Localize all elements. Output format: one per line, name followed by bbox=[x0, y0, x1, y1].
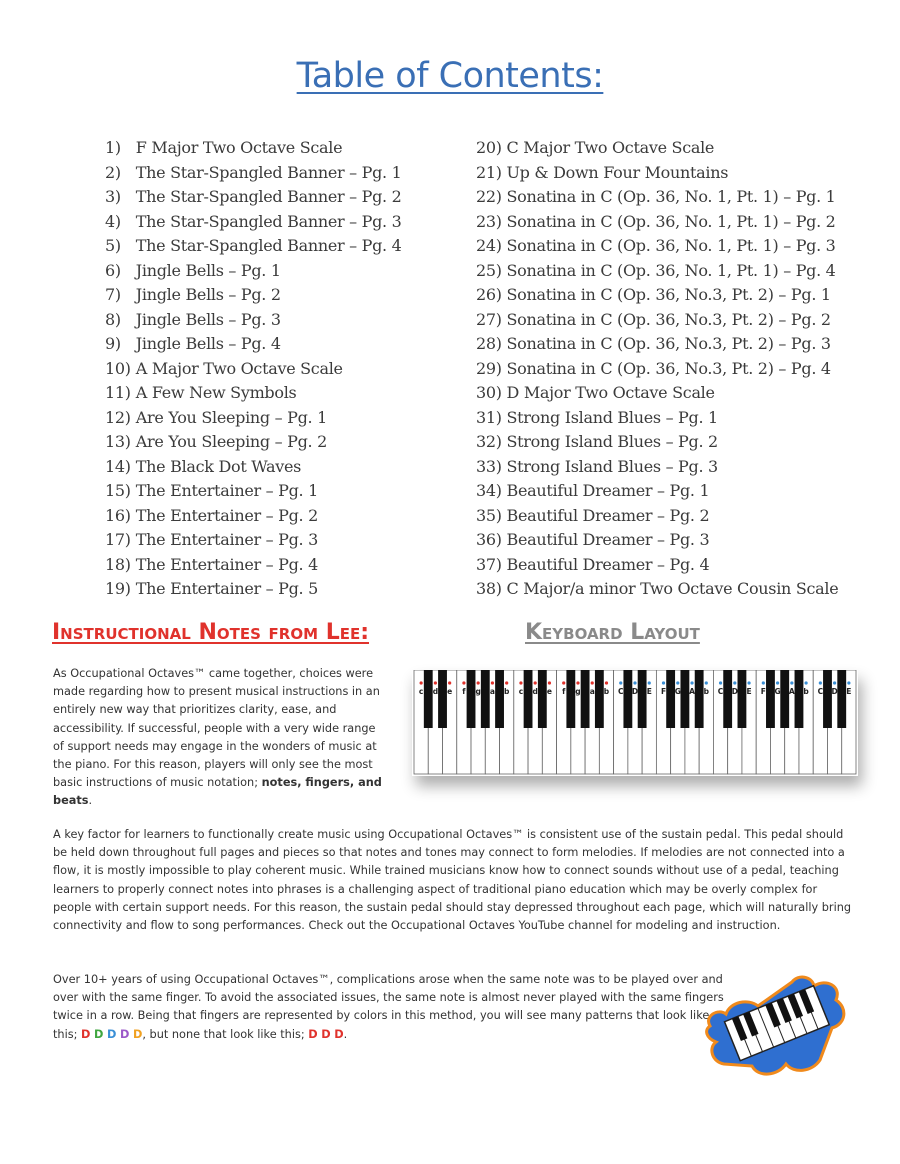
toc-entry-title: The Entertainer – Pg. 4 bbox=[135, 554, 318, 574]
toc-entry bbox=[476, 455, 876, 480]
key-label: c bbox=[418, 687, 424, 696]
finger-color-letter: D bbox=[321, 1027, 331, 1041]
black-key bbox=[638, 670, 647, 728]
black-key bbox=[481, 670, 490, 728]
finger-color-letter: D bbox=[106, 1027, 117, 1041]
toc-entry-number: 8) bbox=[105, 309, 121, 329]
toc-entry bbox=[105, 553, 475, 578]
black-key bbox=[538, 670, 547, 728]
black-key bbox=[595, 670, 604, 728]
toc-entry bbox=[105, 136, 475, 161]
toc-entry-title: The Star-Spangled Banner – Pg. 4 bbox=[135, 236, 402, 255]
toc-entry-number: 6) bbox=[105, 260, 121, 280]
keyboard-layout-figure bbox=[412, 670, 858, 776]
key-label: a bbox=[489, 687, 495, 696]
toc-entry bbox=[476, 185, 876, 210]
black-key bbox=[795, 670, 804, 728]
toc-entry-title: The Star-Spangled Banner – Pg. 1 bbox=[135, 162, 402, 182]
toc-entry-title: Strong Island Blues – Pg. 3 bbox=[506, 456, 718, 476]
toc-entry-number: 9) bbox=[105, 334, 121, 353]
key-label: f bbox=[562, 687, 566, 696]
toc-entry bbox=[105, 528, 475, 553]
toc-entry-title: The Star-Spangled Banner – Pg. 3 bbox=[135, 211, 402, 231]
toc-entry-title: C Major Two Octave Scale bbox=[506, 138, 715, 157]
toc-entry-number: 13) bbox=[105, 432, 131, 451]
toc-entry bbox=[476, 553, 876, 578]
toc-entry-number: 32) bbox=[476, 432, 502, 451]
toc-entry bbox=[476, 234, 876, 259]
key-label: F bbox=[660, 687, 667, 696]
toc-entry-title: F Major Two Octave Scale bbox=[135, 138, 343, 157]
toc-entry-title: A Major Two Octave Scale bbox=[135, 358, 343, 378]
key-label: b bbox=[503, 687, 510, 696]
bad-finger-pattern bbox=[308, 1028, 343, 1041]
toc-entry bbox=[476, 210, 876, 235]
toc-entry-title: Strong Island Blues – Pg. 1 bbox=[506, 407, 718, 427]
key-dot bbox=[605, 681, 608, 684]
black-key bbox=[566, 670, 575, 728]
toc-entry bbox=[476, 161, 876, 186]
black-key bbox=[823, 670, 832, 728]
key-dot bbox=[819, 681, 822, 684]
toc-entry-title: Strong Island Blues – Pg. 2 bbox=[506, 432, 718, 451]
intro-paragraph-bold: notes, fingers, and beats bbox=[53, 776, 382, 808]
black-key bbox=[467, 670, 476, 728]
toc-entry-title: Sonatina in C (Op. 36, No.3, Pt. 2) – Pg. 4 bbox=[506, 358, 831, 378]
toc-entry-number: 19) bbox=[105, 579, 131, 598]
key-label: D bbox=[831, 687, 838, 696]
toc-entry bbox=[105, 357, 475, 382]
toc-entry-title: Sonatina in C (Op. 36, No. 1, Pt. 1) – Pg. 1 bbox=[506, 187, 836, 206]
toc-entry bbox=[105, 406, 475, 431]
key-dot bbox=[619, 681, 622, 684]
toc-entry-number: 25) bbox=[476, 260, 502, 280]
toc-entry bbox=[105, 430, 475, 455]
black-key bbox=[738, 670, 747, 728]
toc-entry-number: 37) bbox=[476, 554, 502, 574]
toc-entry-title: Sonatina in C (Op. 36, No. 1, Pt. 1) – Pg. 2 bbox=[506, 211, 836, 231]
toc-entry-title: Sonatina in C (Op. 36, No.3, Pt. 2) – Pg. 2 bbox=[506, 309, 831, 329]
toc-entry-number: 4) bbox=[105, 211, 121, 231]
toc-entry-number: 12) bbox=[105, 407, 131, 427]
toc-entry bbox=[105, 185, 475, 210]
toc-entry-number: 18) bbox=[105, 554, 131, 574]
key-label: b bbox=[703, 687, 709, 696]
key-dot bbox=[505, 681, 508, 684]
toc-entry-title: Beautiful Dreamer – Pg. 2 bbox=[506, 505, 710, 525]
key-label: E bbox=[646, 687, 652, 696]
key-dot bbox=[648, 681, 651, 684]
key-label: d bbox=[532, 687, 538, 696]
page-title: Table of Contents: bbox=[296, 56, 604, 96]
toc-entry-number: 14) bbox=[105, 456, 131, 476]
key-label: g bbox=[575, 687, 581, 696]
toc-left-column bbox=[105, 136, 475, 602]
toc-entry-number: 15) bbox=[105, 481, 131, 500]
toc-entry bbox=[105, 283, 475, 308]
toc-entry bbox=[476, 430, 876, 455]
toc-entry-title: C Major/a minor Two Octave Cousin Scale bbox=[506, 579, 839, 598]
key-dot bbox=[733, 681, 736, 684]
toc-entry-number: 5) bbox=[105, 236, 121, 255]
toc-entry-number: 22) bbox=[476, 187, 502, 206]
key-label: C bbox=[817, 687, 824, 696]
toc-entry bbox=[105, 332, 475, 357]
key-label: C bbox=[717, 687, 724, 696]
black-key bbox=[680, 670, 689, 728]
intro-paragraph bbox=[53, 665, 383, 811]
finger-pattern-middle: , but none that look like this; bbox=[142, 1027, 309, 1041]
toc-entry-title: Jingle Bells – Pg. 3 bbox=[135, 309, 281, 329]
toc-entry-title: The Entertainer – Pg. 1 bbox=[135, 481, 318, 500]
toc-entry-title: Sonatina in C (Op. 36, No.3, Pt. 2) – Pg. 3 bbox=[506, 334, 831, 353]
finger-color-letter: D bbox=[308, 1027, 318, 1041]
toc-entry-title: The Black Dot Waves bbox=[135, 456, 302, 476]
key-dot bbox=[762, 681, 765, 684]
toc-entry-title: The Entertainer – Pg. 2 bbox=[135, 505, 318, 525]
toc-entry bbox=[476, 308, 876, 333]
toc-entry-number: 2) bbox=[105, 162, 121, 182]
toc-entry-number: 29) bbox=[476, 358, 502, 378]
key-label: G bbox=[674, 687, 681, 696]
toc-entry bbox=[476, 136, 876, 161]
key-label: A bbox=[689, 687, 695, 696]
toc-entry bbox=[476, 332, 876, 357]
black-key bbox=[780, 670, 789, 728]
toc-entry bbox=[476, 577, 876, 602]
toc-entry bbox=[105, 479, 475, 504]
key-dot bbox=[477, 681, 480, 684]
key-dot bbox=[690, 681, 693, 684]
toc-entry-number: 31) bbox=[476, 407, 502, 427]
toc-entry-title: Sonatina in C (Op. 36, No. 1, Pt. 1) – Pg. 4 bbox=[506, 260, 836, 280]
toc-entry bbox=[476, 357, 876, 382]
toc-entry bbox=[476, 259, 876, 284]
key-dot bbox=[790, 681, 793, 684]
key-dot bbox=[462, 681, 465, 684]
key-label: e bbox=[447, 687, 453, 696]
black-key bbox=[695, 670, 704, 728]
toc-entry-title: The Entertainer – Pg. 5 bbox=[135, 579, 318, 598]
toc-entry bbox=[105, 161, 475, 186]
toc-entry-title: The Star-Spangled Banner – Pg. 2 bbox=[135, 187, 402, 206]
toc-entry bbox=[105, 577, 475, 602]
toc-entry-number: 10) bbox=[105, 358, 131, 378]
black-key bbox=[524, 670, 533, 728]
intro-paragraph-end: . bbox=[88, 794, 93, 808]
black-key bbox=[581, 670, 590, 728]
toc-entry-title: Beautiful Dreamer – Pg. 3 bbox=[506, 530, 710, 549]
key-label: b bbox=[803, 687, 809, 696]
toc-entry-title: Are You Sleeping – Pg. 2 bbox=[135, 432, 328, 451]
toc-entry-number: 26) bbox=[476, 285, 502, 304]
finger-pattern-end: . bbox=[343, 1027, 348, 1041]
key-dot bbox=[662, 681, 665, 684]
toc-entry-number: 27) bbox=[476, 309, 502, 329]
piano-keyboard-graphic bbox=[412, 670, 858, 776]
finger-color-letter: D bbox=[94, 1027, 104, 1041]
black-key bbox=[837, 670, 846, 728]
toc-entry bbox=[476, 283, 876, 308]
key-label: a bbox=[589, 687, 595, 696]
toc-entry-title: D Major Two Octave Scale bbox=[506, 383, 715, 402]
black-key bbox=[623, 670, 632, 728]
finger-pattern-paragraph bbox=[53, 971, 733, 1044]
key-label: C bbox=[617, 687, 624, 696]
key-dot bbox=[747, 681, 750, 684]
key-label: c bbox=[518, 687, 524, 696]
key-dot bbox=[633, 681, 636, 684]
toc-entry bbox=[476, 406, 876, 431]
key-dot bbox=[519, 681, 522, 684]
good-finger-pattern bbox=[81, 1028, 142, 1041]
toc-entry-number: 33) bbox=[476, 456, 502, 476]
toc-entry-title: The Entertainer – Pg. 3 bbox=[135, 530, 318, 549]
toc-entry bbox=[105, 455, 475, 480]
key-dot bbox=[534, 681, 537, 684]
key-dot bbox=[562, 681, 565, 684]
toc-entry bbox=[105, 308, 475, 333]
toc-entry-number: 21) bbox=[476, 162, 502, 182]
toc-entry-number: 11) bbox=[105, 383, 131, 402]
puzzle-piano-logo bbox=[700, 968, 850, 1086]
keyboard-layout-heading: Keyboard Layout bbox=[525, 620, 700, 645]
toc-entry-title: Sonatina in C (Op. 36, No.3, Pt. 2) – Pg. 1 bbox=[506, 285, 831, 304]
key-dot bbox=[491, 681, 494, 684]
key-label: E bbox=[846, 687, 852, 696]
toc-entry-title: A Few New Symbols bbox=[135, 383, 297, 402]
key-dot bbox=[576, 681, 579, 684]
toc-entry-number: 30) bbox=[476, 383, 502, 402]
key-label: f bbox=[462, 687, 466, 696]
toc-entry-number: 38) bbox=[476, 579, 502, 598]
key-dot bbox=[548, 681, 551, 684]
toc-entry-title: Jingle Bells – Pg. 1 bbox=[135, 260, 281, 280]
finger-color-letter: D bbox=[334, 1027, 344, 1041]
toc-entry-number: 3) bbox=[105, 187, 121, 206]
black-key bbox=[723, 670, 732, 728]
key-label: F bbox=[760, 687, 766, 696]
black-key bbox=[424, 670, 433, 728]
key-label: g bbox=[475, 687, 481, 696]
toc-entry bbox=[105, 504, 475, 529]
toc-entry-number: 35) bbox=[476, 505, 502, 525]
toc-entry-number: 36) bbox=[476, 530, 502, 549]
toc-entry-title: Jingle Bells – Pg. 4 bbox=[135, 334, 281, 353]
toc-entry-title: Beautiful Dreamer – Pg. 1 bbox=[506, 481, 710, 500]
toc-entry bbox=[105, 259, 475, 284]
toc-entry-number: 28) bbox=[476, 334, 502, 353]
toc-entry-number: 16) bbox=[105, 505, 131, 525]
black-key bbox=[495, 670, 504, 728]
key-dot bbox=[833, 681, 836, 684]
intro-paragraph-text: As Occupational Octaves™ came together, choices were made regarding how to present musical instructions in an entirely new way that prioritizes clarity, ease, and accessibility. If successful, people with a very wide range of support needs may engage in the wonders of music at the piano. For this reason, players will only see the most basic instructions of music notation; bbox=[53, 667, 380, 790]
finger-color-letter: D bbox=[81, 1027, 91, 1041]
toc-entry-number: 17) bbox=[105, 530, 131, 549]
black-key bbox=[666, 670, 675, 728]
key-label: b bbox=[603, 687, 610, 696]
sustain-pedal-paragraph: A key factor for learners to functionally create music using Occupational Octaves™ is consistent use of the sustain pedal. This pedal should be held down throughout full pages and pieces so that notes and tones may connect to form melodies. If melodies are not connected into a flow, it is mostly impossible to play coherent music. While trained musicians know how to connect sounds without use of a pedal, teaching learners to properly connect notes into phrases is a challenging aspect of traditional piano education which may be overly complex for people with certain support needs. For this reason, the sustain pedal should stay depressed throughout each page, which will naturally bring connectivity and flow to song performances. Check out the Occupational Octaves YouTube channel for modeling and instruction. bbox=[53, 828, 852, 933]
toc-entry-number: 24) bbox=[476, 236, 502, 255]
key-dot bbox=[804, 681, 807, 684]
toc-entry bbox=[105, 381, 475, 406]
finger-pattern-text: Over 10+ years of using Occupational Octaves™, complications arose when the same note was to be played over and over with the same finger. To avoid the associated issues, the same note is almost never played with the same fingers twice in a row. Being that fingers are represented by colors in this method, you will see many patterns that look like this; bbox=[53, 973, 724, 1041]
toc-entry-number: 7) bbox=[105, 285, 121, 304]
toc-entry-number: 20) bbox=[476, 138, 502, 157]
toc-entry-title: Up & Down Four Mountains bbox=[506, 162, 729, 182]
key-dot bbox=[776, 681, 779, 684]
toc-entry bbox=[476, 479, 876, 504]
finger-color-letter: D bbox=[132, 1027, 143, 1041]
key-label: D bbox=[731, 687, 738, 696]
toc-entry bbox=[105, 234, 475, 259]
key-label: e bbox=[546, 687, 552, 696]
key-dot bbox=[420, 681, 423, 684]
toc-entry-title: Jingle Bells – Pg. 2 bbox=[135, 285, 281, 304]
toc-entry bbox=[105, 210, 475, 235]
key-label: E bbox=[746, 687, 752, 696]
key-dot bbox=[847, 681, 850, 684]
toc-entry bbox=[476, 528, 876, 553]
key-label: A bbox=[788, 687, 795, 696]
toc-entry-title: Beautiful Dreamer – Pg. 4 bbox=[506, 554, 710, 574]
key-dot bbox=[705, 681, 708, 684]
key-dot bbox=[591, 681, 594, 684]
toc-entry-title: Are You Sleeping – Pg. 1 bbox=[135, 407, 328, 427]
key-dot bbox=[676, 681, 679, 684]
toc-entry-number: 34) bbox=[476, 481, 502, 500]
toc-entry bbox=[476, 504, 876, 529]
key-dot bbox=[434, 681, 437, 684]
toc-entry-number: 23) bbox=[476, 211, 502, 231]
toc-right-column bbox=[476, 136, 876, 602]
black-key bbox=[766, 670, 775, 728]
key-label: d bbox=[432, 687, 439, 696]
key-label: G bbox=[774, 687, 781, 696]
finger-color-letter: D bbox=[119, 1027, 130, 1041]
key-label: D bbox=[631, 687, 639, 696]
toc-entry-number: 1) bbox=[105, 138, 121, 157]
key-dot bbox=[448, 681, 451, 684]
toc-entry-title: Sonatina in C (Op. 36, No. 1, Pt. 1) – Pg. 3 bbox=[506, 236, 836, 255]
black-key bbox=[438, 670, 447, 728]
toc-entry bbox=[476, 381, 876, 406]
instructional-notes-heading: Instructional Notes from Lee: bbox=[52, 620, 370, 645]
key-dot bbox=[719, 681, 722, 684]
